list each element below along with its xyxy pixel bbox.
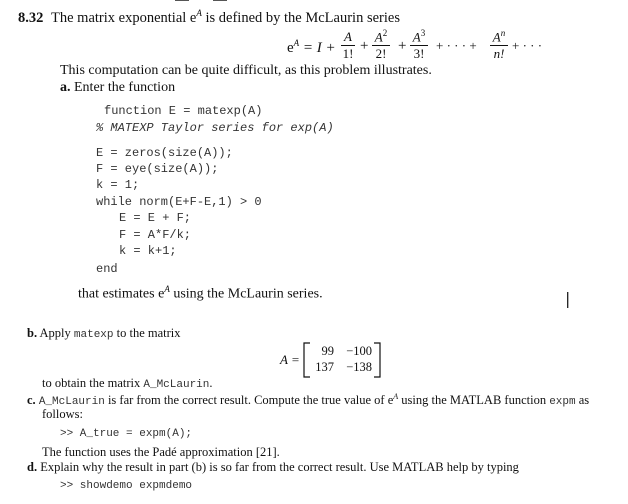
code-line: function E = matexp(A) bbox=[104, 104, 263, 118]
series-lhs: $e^A = I$ + bbox=[287, 38, 336, 56]
series-term-2: $A^2$ 2! bbox=[372, 26, 390, 61]
matrix-cell: −100 bbox=[346, 344, 372, 358]
part-c: c. A_McLaurin is far from the correct result. Compute the true value of $e^A$ using the MATLAB function expm as bbox=[27, 392, 590, 409]
problem-heading bbox=[18, 8, 400, 27]
code-line: k = 1; bbox=[96, 178, 140, 192]
matrix-cell: 137 bbox=[315, 360, 334, 374]
series-tail: + · · · bbox=[512, 38, 543, 53]
pade-text: The function uses the Padé approximation [21]. bbox=[42, 445, 280, 459]
part-d-label: d. bbox=[27, 460, 38, 474]
part-b: b. Apply matexp to the matrix bbox=[27, 326, 181, 341]
matrix-cell: −138 bbox=[346, 360, 372, 374]
code-line: E = E + F; bbox=[119, 211, 192, 225]
part-c-code2: expm bbox=[549, 396, 576, 409]
matrix-bracket-left bbox=[302, 342, 312, 378]
problem-intro: The matrix exponential e bbox=[51, 9, 197, 26]
top-edge-artifact bbox=[175, 0, 189, 1]
command-line: >> showdemo expmdemo bbox=[60, 480, 193, 492]
part-d-text: Explain why the result in part (b) is so far from the correct result. Use MATLAB help by typing bbox=[40, 460, 519, 474]
code-line: while norm(E+F-E,1) > 0 bbox=[96, 195, 262, 209]
problem-intro-rest: is defined by the McLaurin series bbox=[201, 9, 400, 26]
code-line: k = k+1; bbox=[119, 244, 177, 258]
intro-text: This computation can be quite difficult, as this problem illustrates. bbox=[60, 63, 432, 78]
code-line: end bbox=[96, 262, 118, 276]
code-comment: % MATEXP Taylor series for exp(A) bbox=[96, 121, 334, 135]
part-b-code: matexp bbox=[73, 329, 114, 341]
code-line: F = A*F/k; bbox=[119, 228, 192, 242]
code-line: F = eye(size(A)); bbox=[96, 162, 219, 176]
part-c-line2: follows: bbox=[42, 407, 83, 421]
part-c-code1: A_McLaurin bbox=[38, 396, 105, 409]
top-edge-artifact bbox=[213, 0, 227, 1]
estimates-text: that estimates $e^A$ using the McLaurin series. bbox=[78, 284, 323, 302]
part-c-label: c. bbox=[27, 393, 36, 408]
series-term-n: $A^n$ n! bbox=[490, 26, 508, 61]
series-ellipsis: + · · · + bbox=[436, 38, 477, 53]
matrix-bracket-right bbox=[372, 342, 382, 378]
problem-number: 8.32 bbox=[18, 9, 44, 26]
part-a-label: a. bbox=[60, 80, 71, 95]
plus-sign: + bbox=[398, 38, 407, 54]
code-line: E = zeros(size(A)); bbox=[96, 146, 233, 160]
part-a-text: Enter the function bbox=[74, 80, 176, 95]
obtain-code: A_McLaurin bbox=[143, 379, 210, 391]
part-a bbox=[60, 80, 175, 96]
matrix-lhs: A = bbox=[280, 352, 300, 367]
part-d bbox=[27, 460, 519, 475]
series-term-3: $A^3$ 3! bbox=[410, 26, 428, 61]
series-term-1: A 1! bbox=[342, 29, 354, 61]
series-eq-i: = I + bbox=[302, 40, 336, 56]
part-b-label: b. bbox=[27, 326, 38, 340]
command-line: >> A_true = expm(A); bbox=[60, 428, 193, 440]
plus-sign: + bbox=[360, 38, 369, 54]
matrix-cell: 99 bbox=[321, 344, 334, 358]
problem-intro-sup: A bbox=[196, 8, 202, 18]
text-cursor: | bbox=[565, 289, 571, 308]
obtain-text: to obtain the matrix A_McLaurin. bbox=[42, 376, 213, 391]
